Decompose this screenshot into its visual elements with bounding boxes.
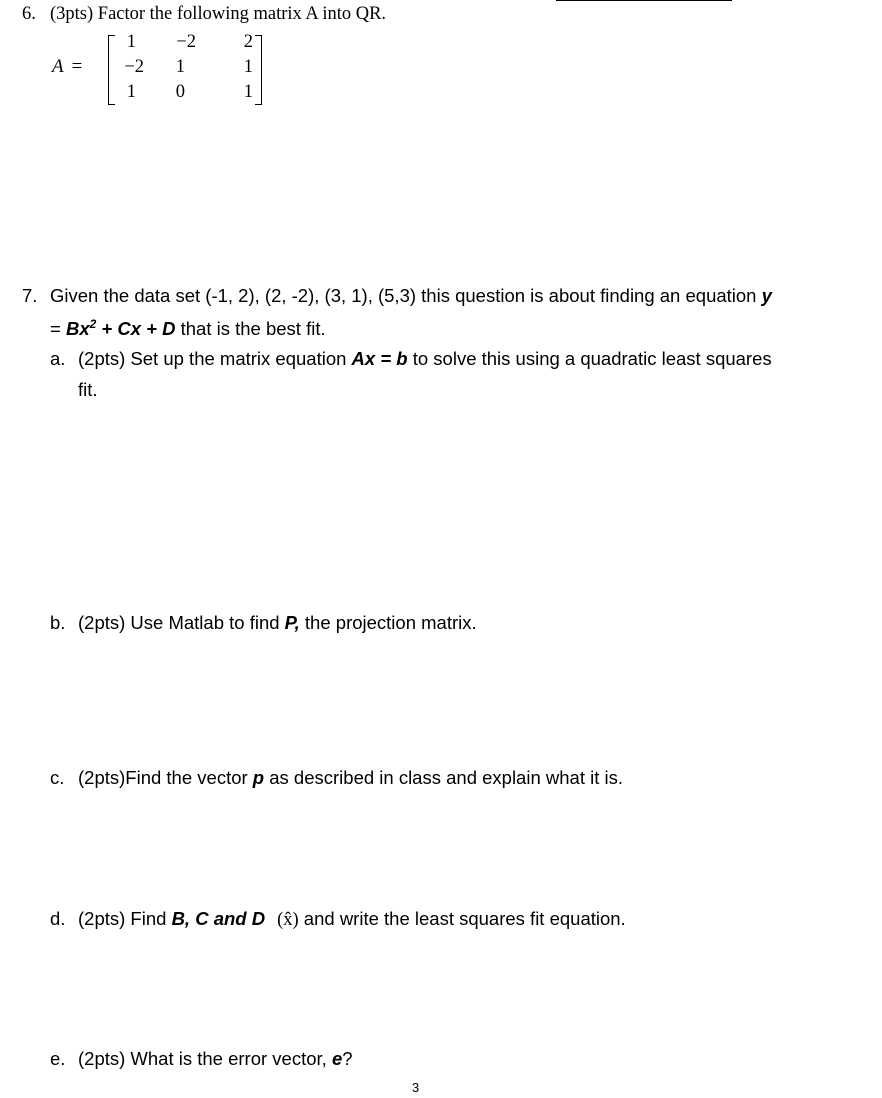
eq-prefix: =	[50, 318, 66, 340]
eq-sup: 2	[89, 317, 97, 331]
part-d	[50, 908, 626, 931]
matrix-cell: −2	[176, 32, 196, 52]
matrix-label	[52, 56, 82, 78]
eq-rest: + Cx + D	[96, 318, 176, 340]
part-e-post: ?	[342, 1048, 353, 1069]
part-a-post: to solve this using a quadratic least squares	[407, 348, 772, 369]
part-e	[50, 1048, 353, 1070]
matrix-cell: −2	[124, 57, 144, 77]
matrix-equals: =	[71, 56, 83, 77]
part-b	[50, 612, 477, 634]
part-b-pre: (2pts) Use Matlab to find	[78, 612, 285, 633]
part-a-continuation: fit.	[78, 379, 98, 400]
part-d-pre: (2pts) Find	[78, 908, 172, 929]
page-number: 3	[412, 1080, 420, 1095]
part-a	[50, 348, 772, 370]
question-7-number: 7.	[22, 285, 38, 306]
eq-suffix: that is the best fit.	[175, 318, 326, 340]
matrix-cell: 2	[243, 32, 253, 52]
question-7-equation-line	[50, 317, 326, 340]
part-a-eq: Ax = b	[351, 348, 408, 369]
matrix-cell: 1	[126, 82, 136, 102]
part-a-pre: (2pts) Set up the matrix equation	[78, 348, 352, 369]
part-c-pre: (2pts)Find the vector	[78, 767, 253, 788]
part-d-xhat: (x̂)	[277, 910, 299, 930]
question-6-text: (3pts) Factor the following matrix A into QR.	[50, 4, 387, 24]
part-c-label: c.	[50, 767, 65, 788]
part-c-var: p	[252, 767, 265, 788]
question-6	[22, 4, 386, 25]
part-d-label: d.	[50, 908, 66, 929]
question-6-number: 6.	[22, 4, 36, 24]
part-c-post: as described in class and explain what it is.	[264, 767, 623, 788]
matrix-cell: 0	[175, 82, 185, 102]
question-7-intro: Given the data set (-1, 2), (2, -2), (3, 1), (5,3) this question is about finding an equation	[50, 285, 762, 306]
top-rule	[556, 0, 732, 1]
part-b-post: the projection matrix.	[299, 612, 477, 633]
question-7-y: y	[761, 285, 772, 306]
part-e-pre: (2pts) What is the error vector,	[78, 1048, 332, 1069]
eq-B: Bx	[65, 318, 90, 340]
matrix-right-bracket	[255, 35, 262, 105]
part-e-label: e.	[50, 1048, 66, 1069]
part-b-var: P,	[284, 612, 300, 633]
part-e-var: e	[331, 1048, 343, 1069]
part-c	[50, 767, 623, 789]
part-d-vars: B, C and D	[171, 908, 266, 929]
part-b-label: b.	[50, 612, 66, 633]
matrix-name: A	[52, 56, 64, 77]
matrix-cell: 1	[243, 82, 253, 102]
matrix-cell: 1	[243, 57, 253, 77]
question-7	[22, 285, 772, 307]
part-a-label: a.	[50, 348, 66, 369]
matrix-cell: 1	[126, 32, 136, 52]
part-d-post: and write the least squares fit equation.	[298, 908, 626, 929]
matrix-cell: 1	[175, 57, 185, 77]
